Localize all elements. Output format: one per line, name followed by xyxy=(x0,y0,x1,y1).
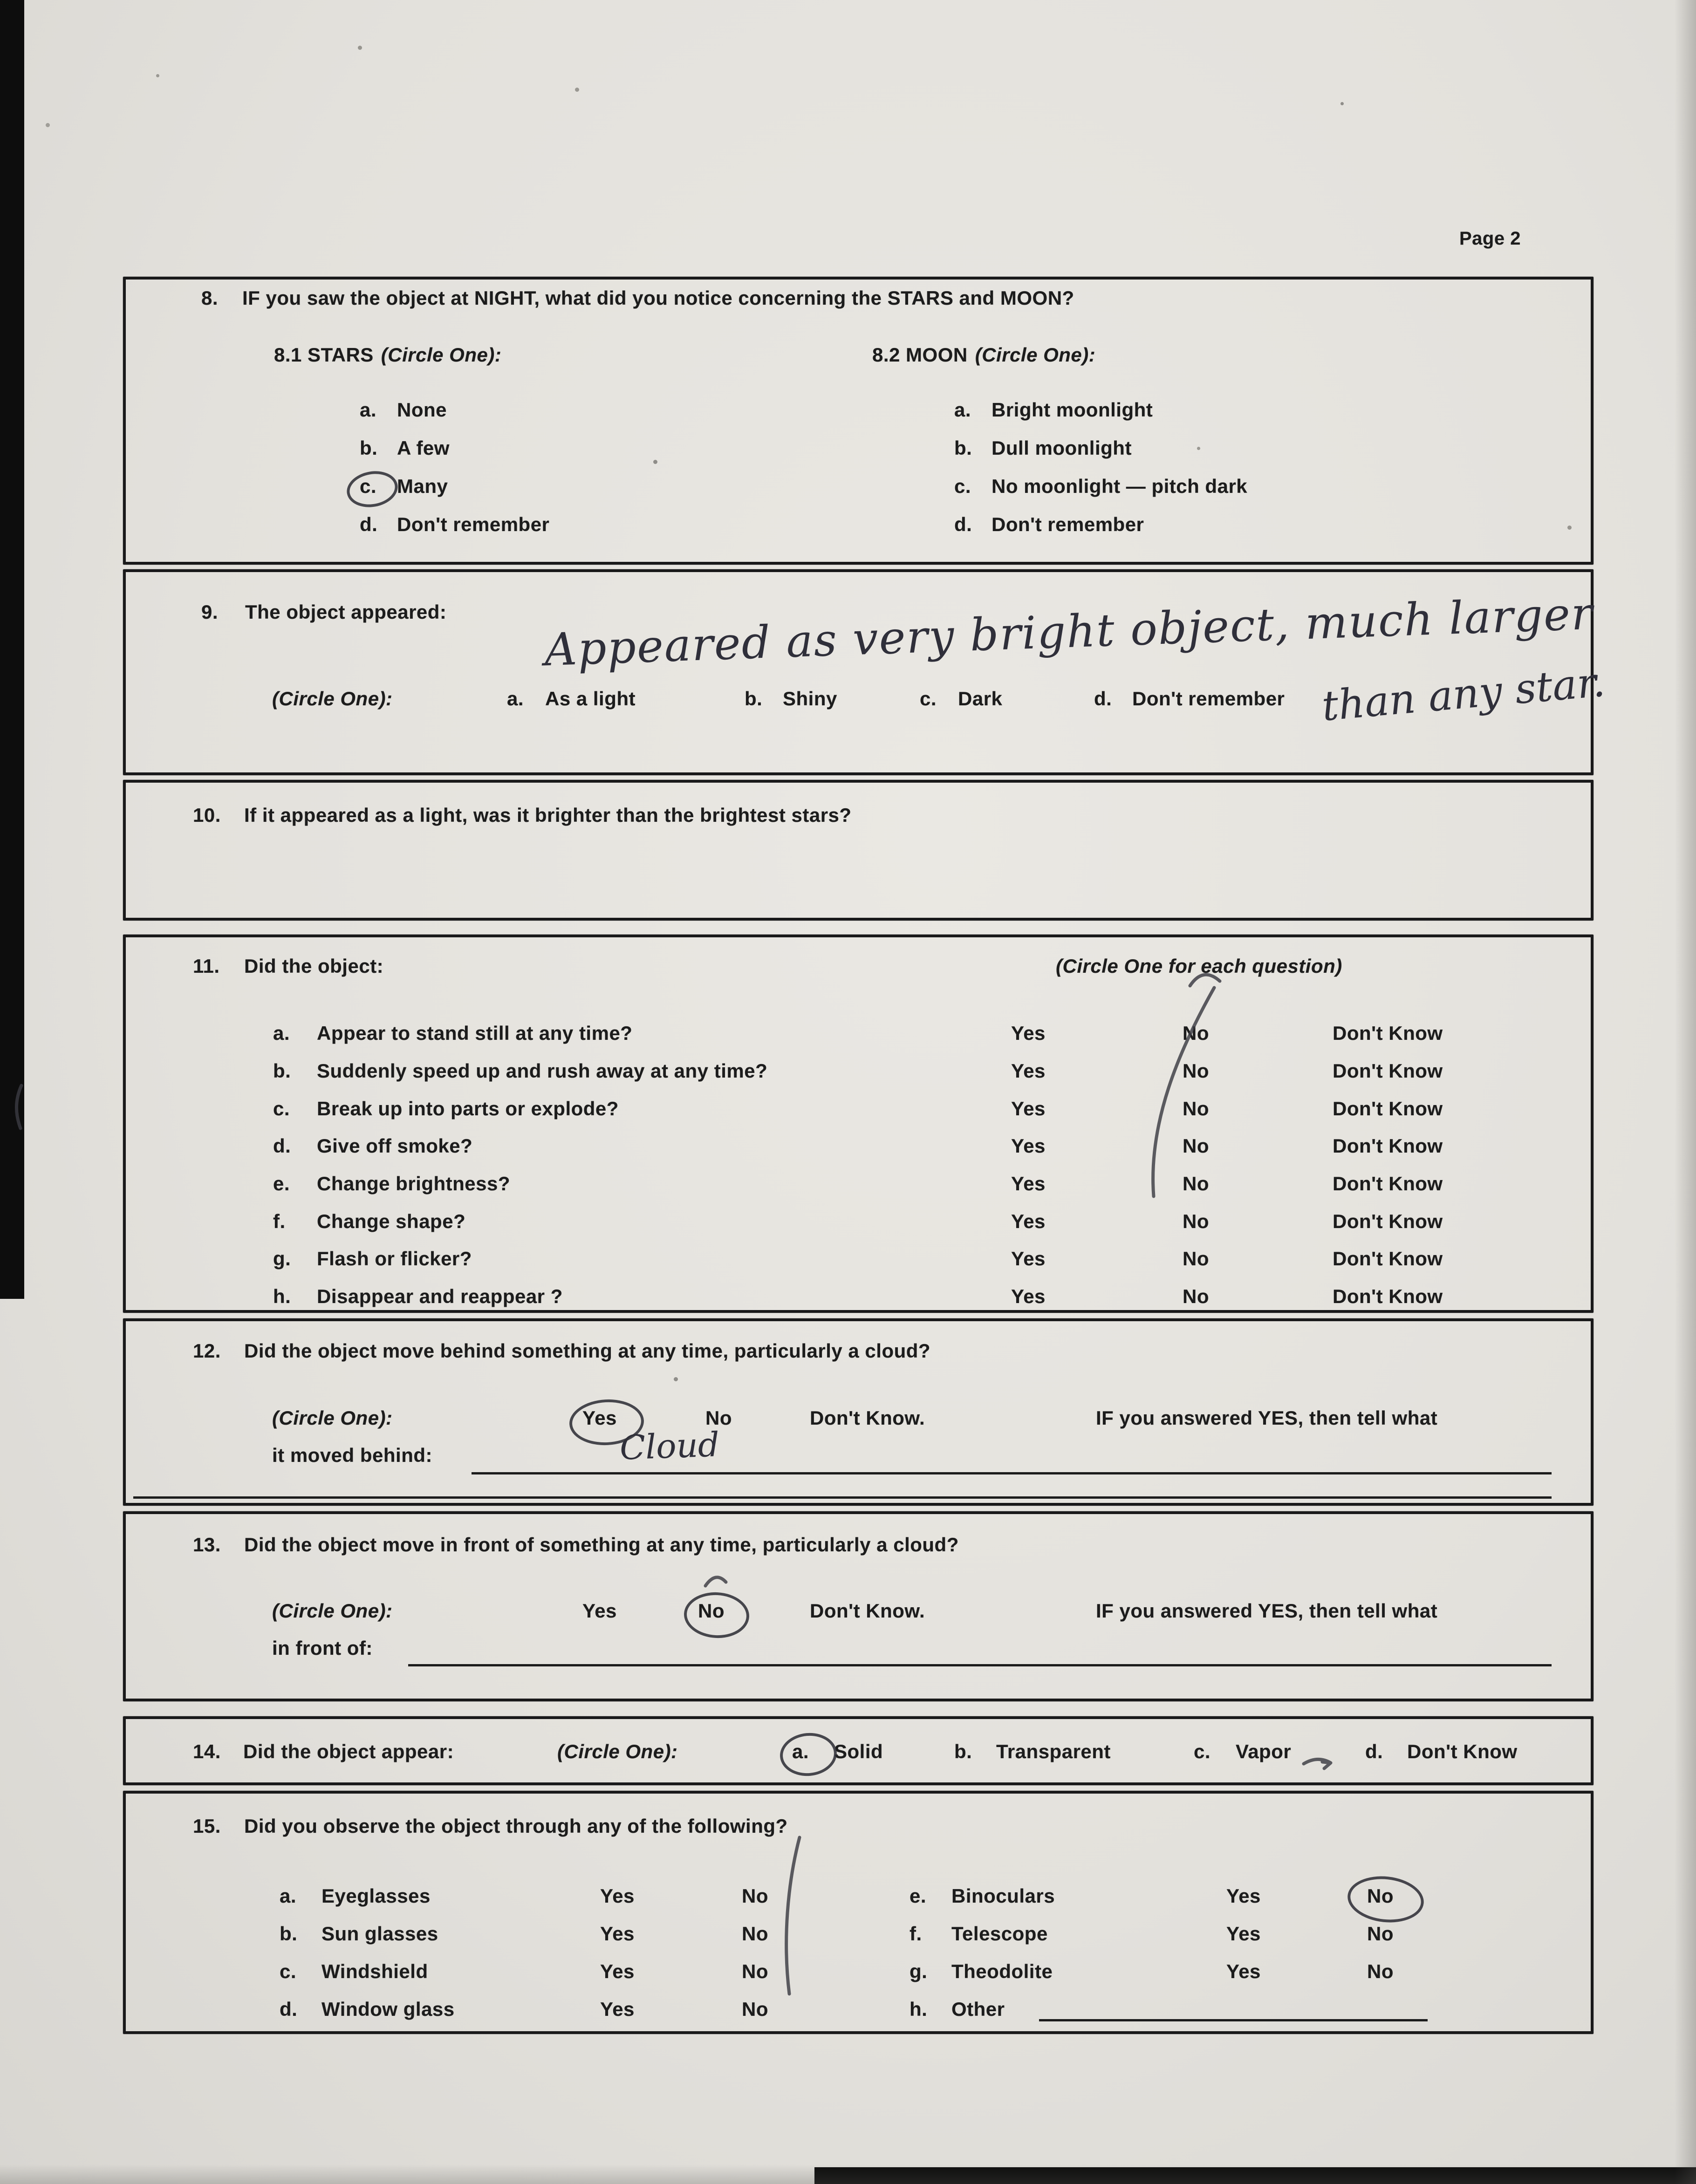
yes-label: Yes xyxy=(1011,1248,1046,1269)
option-label: Flash or flicker? xyxy=(317,1248,472,1269)
option-letter: c. xyxy=(954,475,971,497)
yes-label: Yes xyxy=(600,1885,635,1907)
no-label: No xyxy=(742,1998,768,2020)
option-letter: a. xyxy=(954,399,971,421)
yes-label: Yes xyxy=(582,1407,617,1429)
q13-question: Did the object move in front of something at any time, particularly a cloud? xyxy=(244,1534,959,1556)
option-label: Don't Know xyxy=(1407,1740,1518,1762)
q8-option-row xyxy=(0,437,1696,477)
option-label: A few xyxy=(397,437,450,459)
option-label: Appear to stand still at any time? xyxy=(317,1022,633,1044)
option-label: No moonlight — pitch dark xyxy=(992,475,1248,497)
option-letter: a. xyxy=(273,1022,290,1044)
option-letter: c. xyxy=(1194,1740,1211,1762)
q15-question: Did you observe the object through any of the following? xyxy=(244,1815,788,1837)
dont-know-label: Don't Know. xyxy=(810,1407,925,1429)
q10-question: If it appeared as a light, was it brighter than the brightest stars? xyxy=(244,804,852,826)
option-letter: c. xyxy=(920,688,937,710)
option-label: Vapor xyxy=(1236,1740,1292,1762)
option-label: Disappear and reappear ? xyxy=(317,1285,563,1307)
q8-question: IF you saw the object at NIGHT, what did you notice concerning the STARS and MOON? xyxy=(242,287,1074,309)
option-letter: d. xyxy=(954,513,972,535)
q15-number: 15. xyxy=(193,1815,221,1837)
q15-row xyxy=(0,1885,1696,1925)
yes-label: Yes xyxy=(600,1923,635,1945)
option-letter: e. xyxy=(910,1885,927,1907)
scan-shadow-bottom xyxy=(0,2164,1696,2184)
dont-know-label: Don't Know xyxy=(1333,1173,1443,1194)
q9-number: 9. xyxy=(201,601,219,623)
option-letter: b. xyxy=(360,437,378,459)
option-label: Dull moonlight xyxy=(992,437,1132,459)
yes-label: Yes xyxy=(1011,1173,1046,1194)
dont-know-label: Don't Know xyxy=(1333,1135,1443,1157)
no-label: No xyxy=(1367,1885,1394,1907)
q11-row xyxy=(0,1248,1696,1288)
q11-row xyxy=(0,1098,1696,1138)
option-letter: a. xyxy=(280,1885,297,1907)
yes-label: Yes xyxy=(1011,1285,1046,1307)
option-label: Change brightness? xyxy=(317,1173,511,1194)
q11-number: 11. xyxy=(193,955,220,977)
q11-row xyxy=(0,1135,1696,1175)
dont-know-label: Don't Know xyxy=(1333,1022,1443,1044)
yes-label: Yes xyxy=(1226,1960,1261,1982)
q13-followup: IF you answered YES, then tell what xyxy=(1096,1600,1438,1622)
circle-one-label: (Circle One): xyxy=(557,1740,678,1762)
dont-know-label: Don't Know xyxy=(1333,1210,1443,1232)
no-label: No xyxy=(1367,1923,1394,1945)
option-label: Dark xyxy=(958,688,1003,710)
option-label: Theodolite xyxy=(951,1960,1053,1982)
option-letter: b. xyxy=(745,688,763,710)
q11-question: Did the object: xyxy=(244,955,384,977)
yes-label: Yes xyxy=(1011,1098,1046,1119)
handwritten-note-q9-line2: than any star. xyxy=(1320,657,1607,730)
yes-label: Yes xyxy=(1226,1923,1261,1945)
option-label: Binoculars xyxy=(951,1885,1055,1907)
q8-option-row xyxy=(0,475,1696,515)
no-label: No xyxy=(698,1600,725,1622)
no-label: No xyxy=(742,1960,768,1982)
option-label: Sun glasses xyxy=(321,1923,438,1945)
yes-label: Yes xyxy=(600,1998,635,2020)
option-label: None xyxy=(397,399,447,421)
q8-moon-heading xyxy=(872,344,1095,366)
q14-question: Did the object appear: xyxy=(243,1740,454,1762)
option-label: Window glass xyxy=(321,1998,455,2020)
option-letter: c. xyxy=(273,1098,290,1119)
no-label: No xyxy=(705,1407,732,1429)
option-label: Eyeglasses xyxy=(321,1885,431,1907)
yes-label: Yes xyxy=(600,1960,635,1982)
q8-number: 8. xyxy=(201,287,219,309)
option-letter: a. xyxy=(360,399,377,421)
option-letter: b. xyxy=(280,1923,298,1945)
fill-in-line xyxy=(408,1644,1552,1666)
no-label: No xyxy=(1183,1248,1209,1269)
option-label: Bright moonlight xyxy=(992,399,1153,421)
q14-number: 14. xyxy=(193,1740,221,1762)
option-label: Windshield xyxy=(321,1960,428,1982)
option-letter: f. xyxy=(273,1210,286,1232)
fill-in-line xyxy=(133,1476,1552,1499)
q11-row xyxy=(0,1022,1696,1062)
q14-answer-row xyxy=(0,1740,1696,1781)
section-box-q10 xyxy=(123,780,1593,921)
option-label: Don't remember xyxy=(1132,688,1285,710)
option-label: Other xyxy=(951,1998,1005,2020)
q10-number: 10. xyxy=(193,804,221,826)
option-letter: g. xyxy=(910,1960,928,1982)
q11-row xyxy=(0,1060,1696,1100)
q12-number: 12. xyxy=(193,1340,221,1362)
option-label: Give off smoke? xyxy=(317,1135,473,1157)
q15-row xyxy=(0,1923,1696,1963)
q12-question: Did the object move behind something at any time, particularly a cloud? xyxy=(244,1340,931,1362)
option-letter: h. xyxy=(910,1998,928,2020)
q8-option-row xyxy=(0,399,1696,439)
q9-question: The object appeared: xyxy=(245,601,447,623)
option-label: Solid xyxy=(834,1740,883,1762)
q12-answer-row xyxy=(0,1407,1696,1447)
no-label: No xyxy=(1183,1285,1209,1307)
yes-label: Yes xyxy=(582,1600,617,1622)
no-label: No xyxy=(742,1885,768,1907)
q11-instruction: (Circle One for each question) xyxy=(1056,955,1342,977)
option-letter: f. xyxy=(910,1923,922,1945)
option-letter: d. xyxy=(360,513,378,535)
option-letter: d. xyxy=(1094,688,1112,710)
dont-know-label: Don't Know. xyxy=(810,1600,925,1622)
q15-row xyxy=(0,1960,1696,2000)
option-label: Many xyxy=(397,475,448,497)
yes-label: Yes xyxy=(1011,1060,1046,1082)
option-letter: h. xyxy=(273,1285,291,1307)
q8-stars-title: 8.1 STARS xyxy=(274,344,374,366)
dont-know-label: Don't Know xyxy=(1333,1098,1443,1119)
circle-one-label: (Circle One): xyxy=(975,344,1096,366)
scan-specks xyxy=(0,0,2,2)
option-letter: d. xyxy=(273,1135,291,1157)
option-label: Telescope xyxy=(951,1923,1048,1945)
option-letter: c. xyxy=(280,1960,297,1982)
q11-row xyxy=(0,1210,1696,1250)
circle-one-label: (Circle One): xyxy=(272,688,393,710)
handwritten-answer-q12: Cloud xyxy=(619,1425,720,1467)
option-letter: b. xyxy=(954,437,972,459)
no-label: No xyxy=(1183,1173,1209,1194)
q13-answer-row xyxy=(0,1600,1696,1640)
q12-followup: IF you answered YES, then tell what xyxy=(1096,1407,1438,1429)
option-label: Shiny xyxy=(783,688,837,710)
q12-lead-in: it moved behind: xyxy=(272,1444,432,1466)
yes-label: Yes xyxy=(1011,1022,1046,1044)
option-letter: a. xyxy=(507,688,524,710)
option-label: Break up into parts or explode? xyxy=(317,1098,619,1119)
no-label: No xyxy=(1183,1210,1209,1232)
option-letter: d. xyxy=(1365,1740,1383,1762)
fill-in-line-other xyxy=(1039,1999,1428,2021)
no-label: No xyxy=(1183,1098,1209,1119)
circle-one-label: (Circle One): xyxy=(272,1407,393,1429)
circle-one-label: (Circle One): xyxy=(272,1600,393,1622)
circle-one-label: (Circle One): xyxy=(381,344,502,366)
option-label: Don't remember xyxy=(992,513,1144,535)
option-label: Transparent xyxy=(996,1740,1111,1762)
option-letter: c. xyxy=(360,475,377,497)
yes-label: Yes xyxy=(1011,1135,1046,1157)
yes-label: Yes xyxy=(1011,1210,1046,1232)
dont-know-label: Don't Know xyxy=(1333,1285,1443,1307)
option-letter: a. xyxy=(792,1740,809,1762)
q9-option-row xyxy=(0,688,1696,728)
option-label: Suddenly speed up and rush away at any time? xyxy=(317,1060,768,1082)
q8-moon-title: 8.2 MOON xyxy=(872,344,968,366)
handwritten-note-q9-line1: Appeared as very bright object, much larger xyxy=(543,587,1594,676)
option-letter: d. xyxy=(280,1998,298,2020)
dont-know-label: Don't Know xyxy=(1333,1060,1443,1082)
option-label: As a light xyxy=(545,688,636,710)
no-label: No xyxy=(1183,1135,1209,1157)
option-letter: b. xyxy=(954,1740,972,1762)
no-label: No xyxy=(1183,1022,1209,1044)
page-number-label: Page 2 xyxy=(1459,228,1521,249)
option-label: Change shape? xyxy=(317,1210,466,1232)
q11-row xyxy=(0,1173,1696,1213)
q15-row xyxy=(0,1998,1696,2038)
option-label: Don't remember xyxy=(397,513,550,535)
no-label: No xyxy=(1367,1960,1394,1982)
option-letter: b. xyxy=(273,1060,291,1082)
q13-number: 13. xyxy=(193,1534,221,1556)
q8-option-row xyxy=(0,513,1696,553)
no-label: No xyxy=(742,1923,768,1945)
dont-know-label: Don't Know xyxy=(1333,1248,1443,1269)
yes-label: Yes xyxy=(1226,1885,1261,1907)
q13-lead-in: in front of: xyxy=(272,1637,373,1659)
q8-stars-heading xyxy=(274,344,501,366)
no-label: No xyxy=(1183,1060,1209,1082)
option-letter: g. xyxy=(273,1248,291,1269)
option-letter: e. xyxy=(273,1173,290,1194)
q11-row xyxy=(0,1285,1696,1325)
